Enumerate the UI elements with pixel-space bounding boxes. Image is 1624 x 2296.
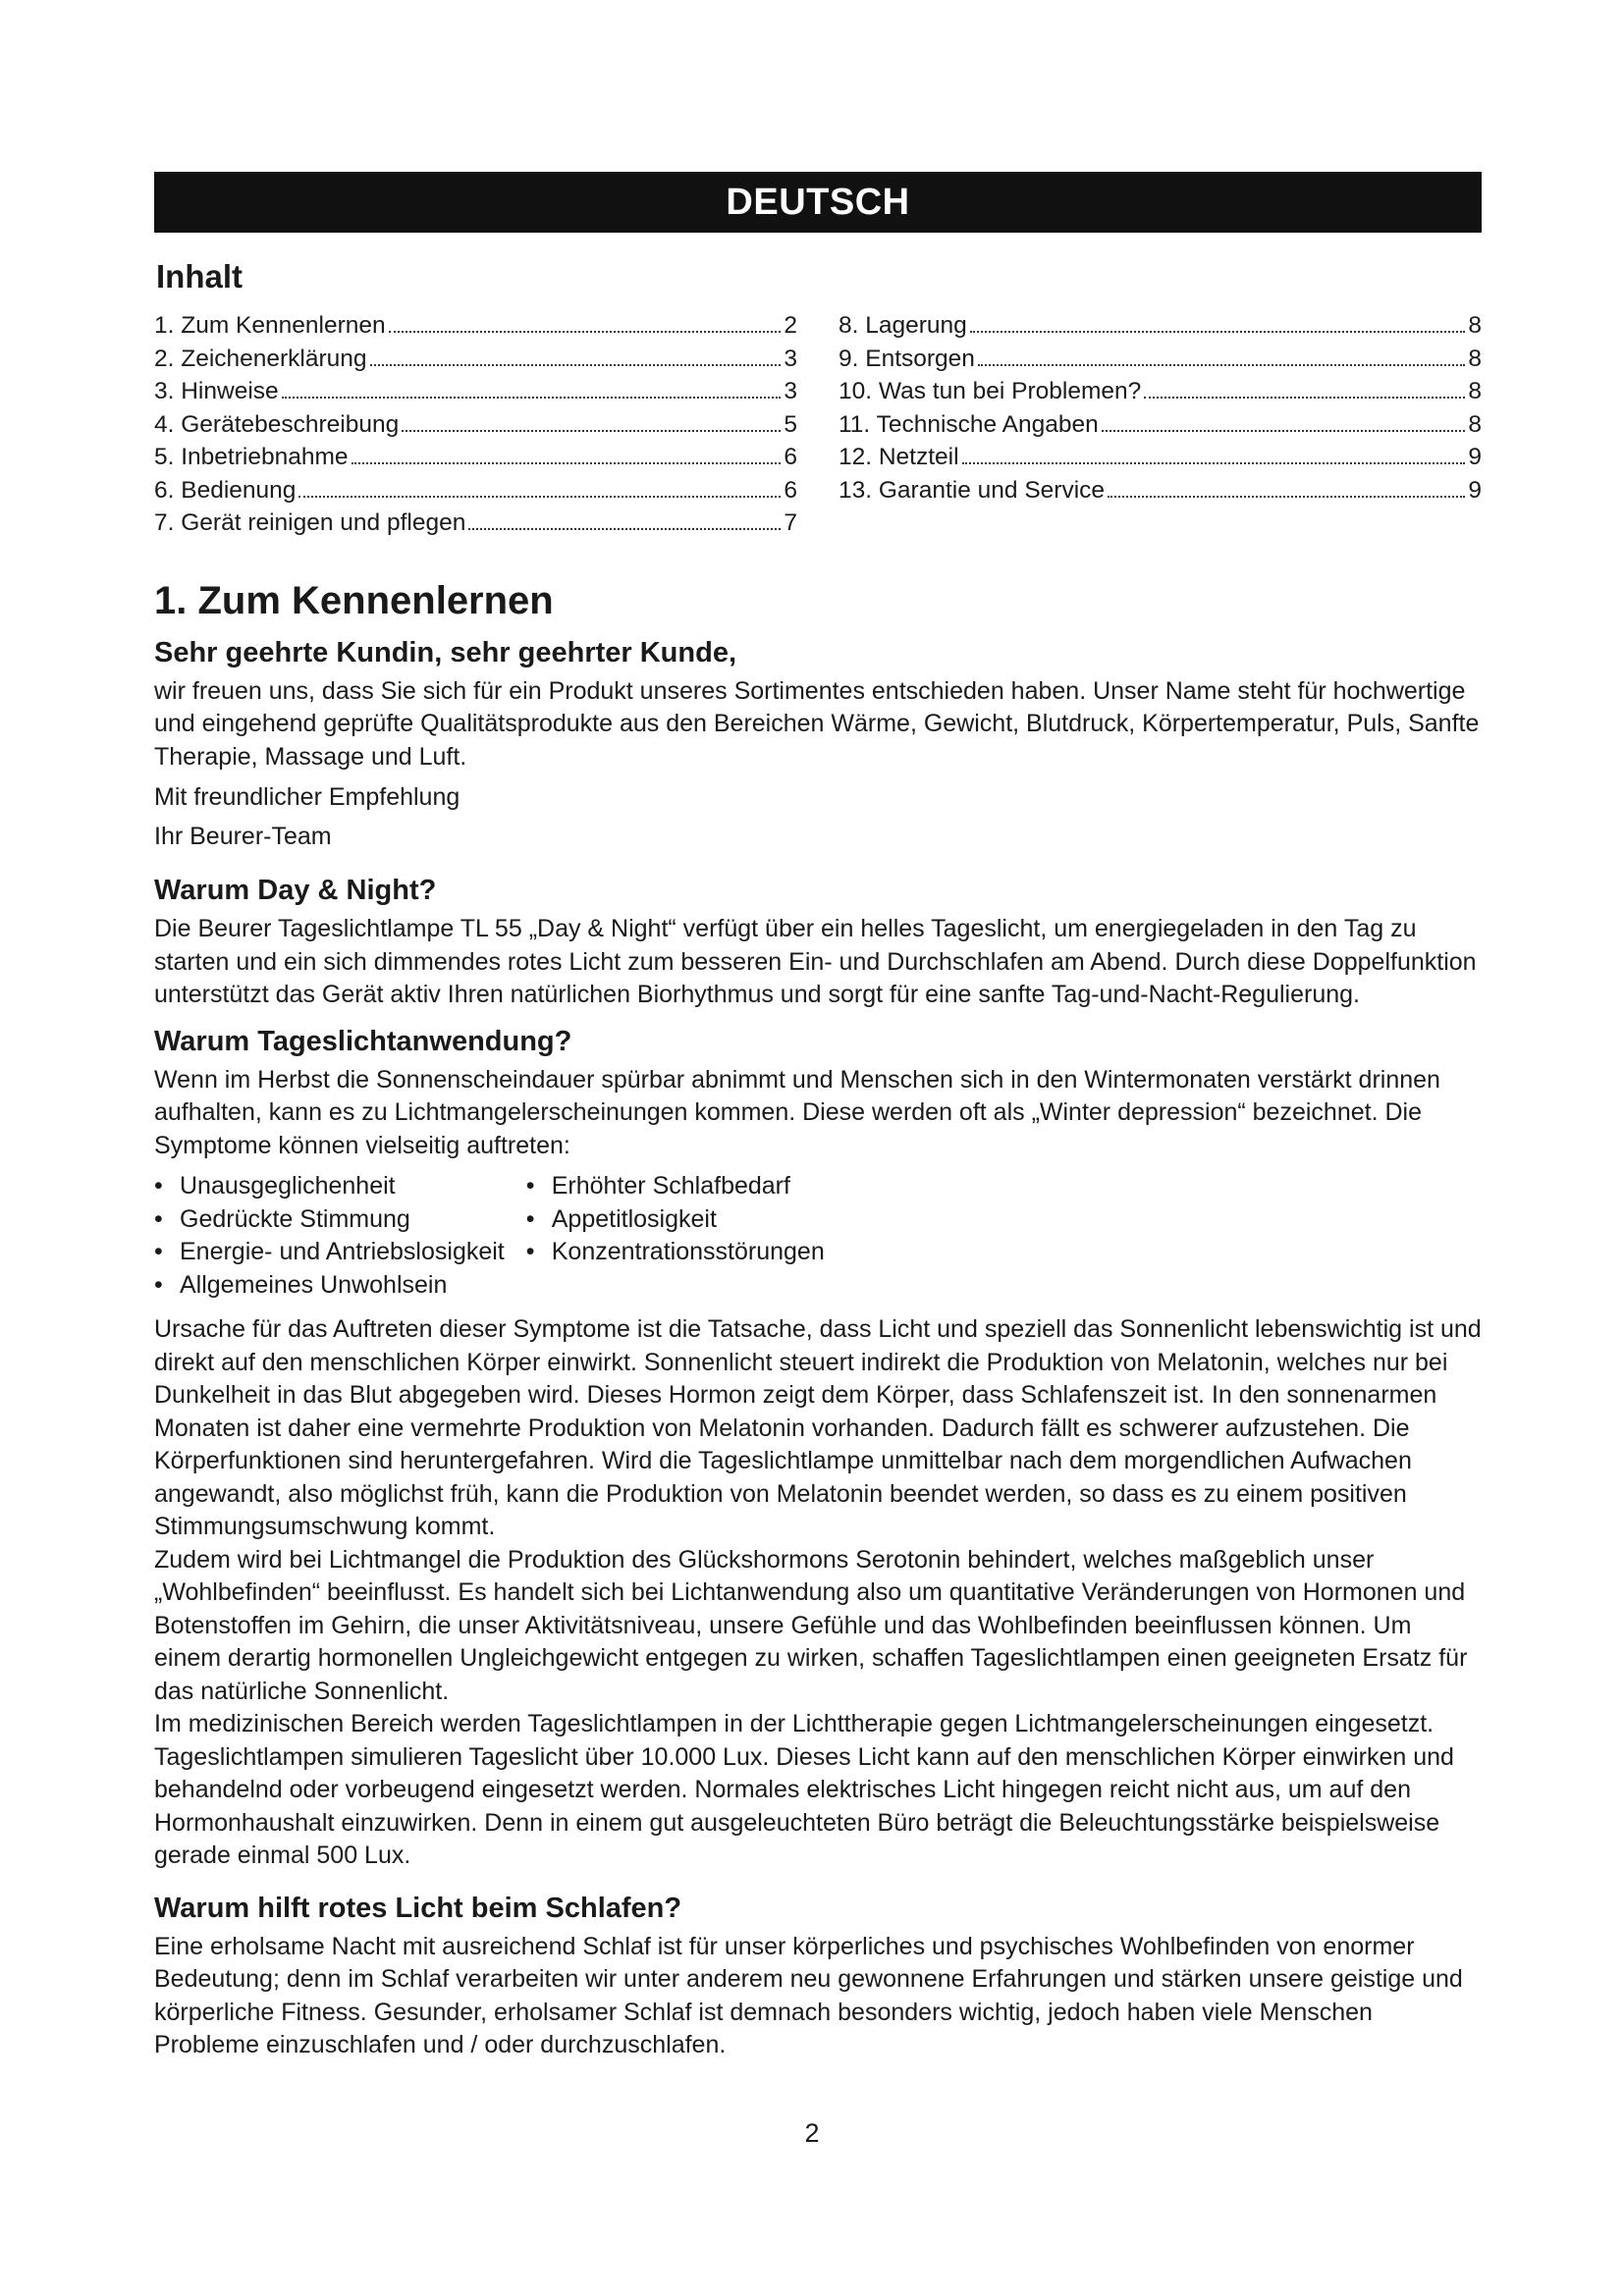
list-item: • Erhöhter Schlafbedarf bbox=[525, 1172, 790, 1200]
toc-entry: 5. Inbetriebnahme 6 bbox=[154, 444, 797, 470]
list-item: • Konzentrationsstörungen bbox=[525, 1238, 825, 1265]
list-item: • Gedrückte Stimmung bbox=[154, 1204, 410, 1233]
toc-entry: 13. Garantie und Service 9 bbox=[839, 476, 1482, 504]
intro-paragraph: wir freuen uns, dass Sie sich für ein Produkt unseres Sortimentes entschieden haben. Unser Name steht für hochwertige und eingehend geprüfte Qualitätsprodukte aus den Bereichen Wärme, Gewicht, Blutdruck, Körpertemperatur, Puls, Sanfte Therapie, Massage und Luft. bbox=[154, 676, 1480, 771]
leader-dots bbox=[962, 462, 1466, 464]
leader-dots bbox=[978, 364, 1465, 366]
why-red-light-heading: Warum hilft rotes Licht beim Schlafen? bbox=[154, 1892, 682, 1924]
why-daynight-heading: Warum Day & Night? bbox=[154, 875, 437, 906]
list-item: • Energie- und Antriebslosigkeit bbox=[154, 1238, 505, 1265]
toc-left-column bbox=[154, 309, 797, 540]
leader-dots bbox=[298, 496, 781, 498]
cause-paragraph-3: Im medizinischen Bereich werden Tageslichtlampen in der Lichttherapie gegen Lichtmangelerscheinungen eingesetzt. Tageslichtlampen simulieren Tageslicht über 10.000 Lux. Dieses Licht kann auf den menschlichen Körper einwirken und behandelnd oder vorbeugend eingesetzt werden. Normales elektrisches Licht hingegen reicht nicht aus, um auf den Hormonhaushalt einzuwirken. Denn in einem gut ausgeleuchteten Büro beträgt die Beleuchtungsstärke beispielsweise gerade einmal 500 Lux. bbox=[154, 1710, 1454, 1869]
leader-dots bbox=[1108, 496, 1465, 498]
leader-dots bbox=[1102, 430, 1466, 432]
leader-dots bbox=[1144, 397, 1465, 399]
toc-entry: 3. Hinweise 3 bbox=[154, 378, 797, 404]
leader-dots bbox=[402, 430, 781, 432]
leader-dots bbox=[352, 462, 782, 464]
leader-dots bbox=[468, 528, 781, 530]
table-of-contents bbox=[154, 309, 1482, 540]
language-banner: DEUTSCH bbox=[154, 172, 1482, 233]
cause-paragraph-2: Zudem wird bei Lichtmangel die Produktion des Glückshormons Serotonin behindert, welches maßgeblich unser „Wohlbefinden“ beeinflusst. Es handelt sich bei Lichtanwendung also um quantitative Veränderungen von Hormonen und Botenstoffen im Gehirn, die unser Aktivitätsniveau, unsere Gefühle und das Wohlbefinden beeinflussen können. Um einem derartig hormonellen Ungleichgewicht entgegen zu wirken, schaffen Tageslichtlampen einen geeigneten Ersatz für das natürliche Sonnenlicht. bbox=[154, 1545, 1468, 1705]
page-number: 2 bbox=[804, 2118, 820, 2148]
toc-entry: 8. Lagerung 8 bbox=[839, 312, 1482, 339]
list-item: • Allgemeines Unwohlsein bbox=[154, 1270, 448, 1299]
toc-right-column bbox=[839, 309, 1482, 540]
leader-dots bbox=[282, 397, 782, 399]
cause-paragraph-1: Ursache für das Auftreten dieser Symptome ist die Tatsache, dass Licht und speziell das Sonnenlicht lebenswichtig ist und direkt auf den menschlichen Körper einwirkt. Sonnenlicht steuert indirekt die Produktion von Melatonin, welches nur bei Dunkelheit in das Blut abgegeben wird. Dieses Hormon zeigt dem Körper, dass Schlafenszeit ist. In den sonnenarmen Monaten ist daher eine vermehrte Produktion von Melatonin vorhanden. Dadurch fällt es schwerer aufzustehen. Die Körperfunktionen sind heruntergefahren. Wird die Tageslichtlampe unmittelbar nach dem morgendlichen Aufwachen angewandt, also möglichst früh, kann die Produktion von Melatonin beendet werden, so dass es zu einem positiven Stimmungsumschwung kommt. bbox=[154, 1315, 1482, 1540]
team-line: Ihr Beurer-Team bbox=[154, 822, 332, 850]
list-item: • Appetitlosigkeit bbox=[525, 1204, 717, 1233]
list-item: • Unausgeglichenheit bbox=[154, 1172, 396, 1200]
why-daylight-paragraph: Wenn im Herbst die Sonnenscheindauer spürbar abnimmt und Menschen sich in den Wintermonaten verstärkt drinnen aufhalten, kann es zu Lichtmangelerscheinungen kommen. Diese werden oft als „Winter depression“ bezeichnet. Die Symptome können vielseitig auftreten: bbox=[154, 1065, 1440, 1159]
symptom-list bbox=[154, 1170, 1482, 1302]
why-daylight-heading: Warum Tageslichtanwendung? bbox=[154, 1025, 572, 1057]
toc-entry: 6. Bedienung 6 bbox=[154, 476, 797, 504]
leader-dots bbox=[970, 331, 1466, 333]
toc-entry: 12. Netzteil 9 bbox=[839, 444, 1482, 470]
toc-entry: 9. Entsorgen 8 bbox=[839, 345, 1482, 372]
toc-title: Inhalt bbox=[156, 258, 243, 294]
toc-entry: 4. Gerätebeschreibung 5 bbox=[154, 410, 797, 438]
toc-entry: 2. Zeichenerklärung 3 bbox=[154, 345, 797, 372]
toc-entry: 1. Zum Kennenlernen 2 bbox=[154, 312, 797, 339]
leader-dots bbox=[389, 331, 782, 333]
why-red-light-paragraph: Eine erholsame Nacht mit ausreichend Schlaf ist für unser körperliches und psychisches Wohlbefinden von enormer Bedeutung; denn im Schlaf verarbeiten wir unter anderem neu gewonnene Erfahrungen und stärken unsere geistige und körperliche Fitness. Gesunder, erholsamer Schlaf ist demnach besonders wichtig, jedoch haben viele Menschen Probleme einzuschlafen und / oder durchzuschlafen. bbox=[154, 1932, 1463, 2058]
toc-entry: 11. Technische Angaben 8 bbox=[839, 410, 1482, 438]
document-page bbox=[154, 172, 1482, 2070]
toc-entry: 10. Was tun bei Problemen? 8 bbox=[839, 378, 1482, 404]
leader-dots bbox=[370, 364, 782, 366]
toc-entry: 7. Gerät reinigen und pflegen 7 bbox=[154, 509, 797, 536]
regards-line: Mit freundlicher Empfehlung bbox=[154, 783, 460, 811]
section-title: 1. Zum Kennenlernen bbox=[154, 578, 554, 622]
why-daynight-paragraph: Die Beurer Tageslichtlampe TL 55 „Day & Night“ verfügt über ein helles Tageslicht, um energiegeladen in den Tag zu starten und ein sich dimmendes rotes Licht zum besseren Ein- und Durchschlafen am Abend. Durch diese Doppelfunktion unterstützt das Gerät aktiv Ihren natürlichen Biorhythmus und sorgt für eine sanfte Tag-und-Nacht-Regulierung. bbox=[154, 915, 1477, 1008]
greeting-heading: Sehr geehrte Kundin, sehr geehrter Kunde, bbox=[154, 636, 736, 668]
